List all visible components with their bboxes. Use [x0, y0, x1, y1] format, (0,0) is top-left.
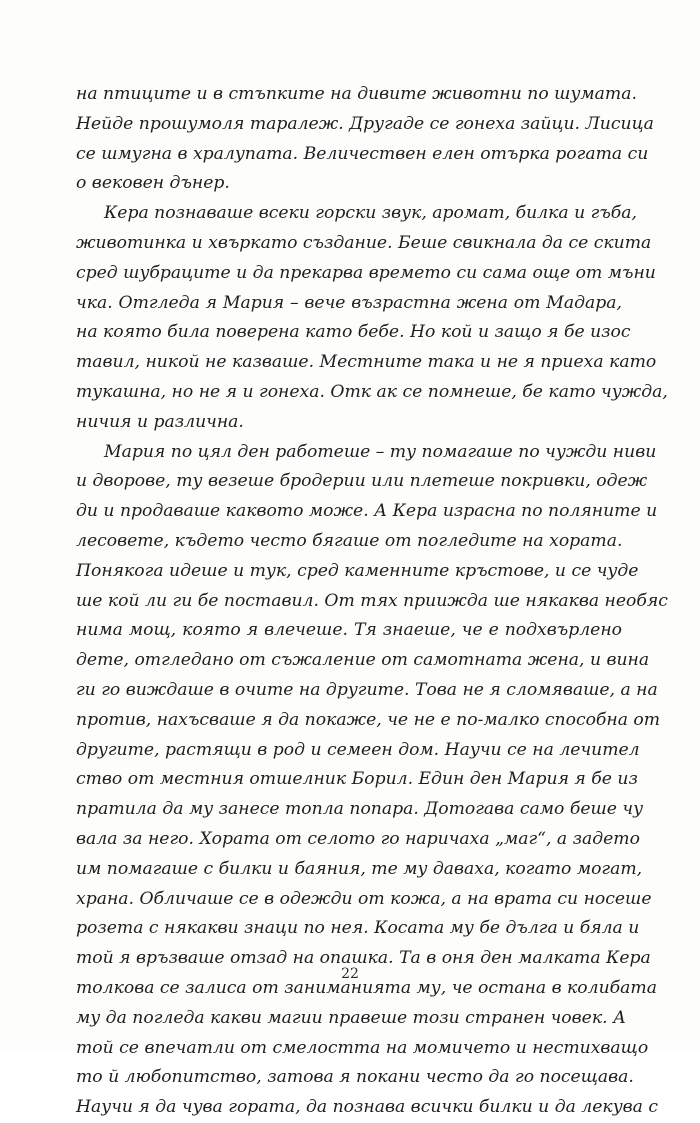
text-line: той се впечатли от смелостта на момичето и нестихващо — [76, 1037, 649, 1058]
text-line: той я връзваше отзад на опашка. Та в оня ден малката Кера — [76, 948, 651, 969]
text-line: ше кой ли ги бе поставил. От тях приижда ше някаква необяс — [76, 590, 668, 611]
text-line: дете, отгледано от съжаление от самотната жена, и вина — [76, 650, 650, 671]
text-line: чка. Отгледа я Мария – вече възрастна жена от Мадара, — [76, 292, 622, 313]
text-line: нима мощ, която я влечеше. Тя знаеше, че е подхвърлено — [76, 620, 622, 641]
text-line: на птиците и в стъпките на дивите животни по шумата. — [76, 84, 637, 104]
text-line: и дворове, ту везеше бродерии или плетеше покривки, одеж — [76, 471, 648, 492]
text-line: храна. Обличаше се в одежди от кожа, а на врата си носеше — [76, 888, 652, 909]
text-line: против, нахъсваше я да покаже, че не е по-малко способна от — [76, 709, 661, 730]
text-line: му да погледа какви магии правеше този странен човек. А — [76, 1007, 627, 1028]
text-line: ди и продаваше каквото може. А Кера израсна по поляните и — [76, 501, 658, 522]
text-line: ничия и различна. — [76, 411, 244, 432]
text-line: другите, растящи в род и семеен дом. Научи се на лечител — [76, 739, 640, 760]
text-line: се шмугна в хралупата. Величествен елен отърка рогата си — [76, 143, 649, 164]
text-line: Научи я да чува гората, да познава всички билки и да лекува с — [76, 1097, 658, 1118]
text-line: то й любопитство, затова я покани често да го посещава. — [76, 1067, 634, 1088]
text-line: животинка и хвъркато създание. Беше свикнала да се скита — [76, 232, 652, 253]
text-line: Кера познаваше всеки горски звук, аромат, билка и гъба, — [104, 203, 637, 224]
text-line: на която била поверена като бебе. Но кой и защо я бе изос — [76, 322, 631, 343]
text-line: толкова се залиса от заниманията му, че остана в колибата — [76, 977, 657, 998]
text-line: о вековен дънер. — [76, 173, 230, 194]
text-line: им помагаше с билки и баяния, те му даваха, когато могат, — [76, 858, 643, 879]
text-line: Нейде прошумоля таралеж. Другаде се гонеха зайци. Лисица — [76, 113, 654, 134]
text-line: сред шубраците и да прекарва времето си сама още от мъни — [76, 262, 656, 283]
text-line: ство от местния отшелник Борил. Един ден Мария я бе из — [76, 769, 638, 790]
text-line: Мария по цял ден работеше – ту помагаше по чужди ниви — [104, 441, 657, 462]
text-line: вала за него. Хората от селото го наричаха „маг“, а задето — [76, 828, 640, 849]
text-line: пратила да му занесе топла попара. Дотогава само беше чу — [76, 799, 644, 820]
text-line: Понякога идеше и тук, сред каменните кръстове, и се чуде — [76, 560, 639, 581]
text-line: лесовете, където често бягаше от погледите на хората. — [76, 530, 623, 551]
text-line: ги го виждаше в очите на другите. Това не я сломяваше, а на — [76, 679, 658, 700]
text-line: тавил, никой не казваше. Местните така и не я приеха като — [76, 352, 657, 373]
page-number: 22 — [341, 966, 359, 982]
text-line: тукашна, но не я и гонеха. Отк ак се помнеше, бе като чужда, — [76, 381, 668, 402]
text-line: розета с някакви знаци по нея. Косата му бе дълга и бяла и — [76, 918, 640, 939]
